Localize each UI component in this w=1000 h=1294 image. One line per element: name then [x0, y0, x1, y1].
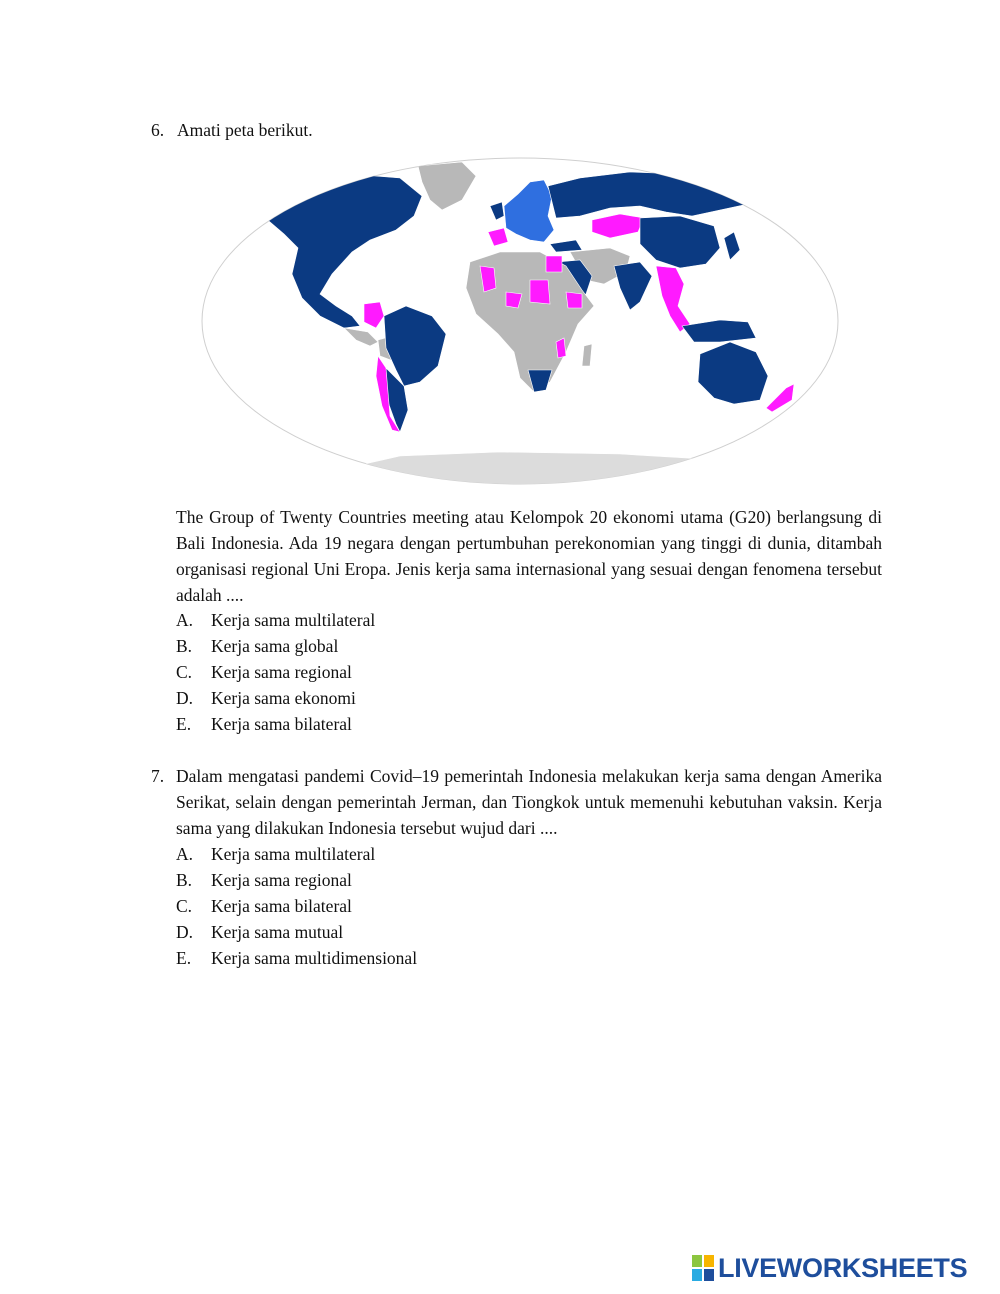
option-text: Kerja sama ekonomi: [211, 688, 356, 708]
option-text: Kerja sama regional: [211, 870, 352, 890]
option-letter: E.: [176, 948, 192, 968]
question-number: 7.: [151, 766, 165, 786]
option-letter: C.: [176, 662, 193, 682]
question-prompt: Amati peta berikut.: [177, 120, 313, 140]
option-letter: A.: [176, 844, 194, 864]
option-text: Kerja sama bilateral: [211, 896, 352, 916]
option-letter: D.: [176, 688, 194, 708]
brand-name: LIVEWORKSHEETS: [718, 1252, 968, 1283]
question-7-number-wrap: [0, 763, 200, 789]
option-letter: B.: [176, 870, 193, 890]
option-letter: A.: [176, 610, 194, 630]
invited-egypt: [546, 256, 562, 272]
question-7-paragraph: Dalam mengatasi pandemi Covid–19 pemerintah Indonesia melakukan kerja sama dengan Amerika Serikat, selain dengan pemerintah Jerman, dan Tiongkok untuk memenuhi kebutuhan vaksin. Kerja sama yang dilakukan Indonesia tersebut wujud dari ....: [176, 766, 882, 838]
world-map-g20: [200, 156, 840, 486]
liveworksheets-icon: [692, 1255, 714, 1281]
world-map-svg: [200, 156, 840, 486]
option-text: Kerja sama multilateral: [211, 844, 376, 864]
option-text: Kerja sama multilateral: [211, 610, 376, 630]
invited-sudan: [530, 280, 550, 304]
question-6-paragraph: The Group of Twenty Countries meeting atau Kelompok 20 ekonomi utama (G20) berlangsung di Bali Indonesia. Ada 19 negara dengan pertumbuhan perekonomian yang tinggi di dunia, ditambah organisasi regional Uni Eropa. Jenis kerja sama internasional yang sesuai dengan fenomena tersebut adalah ....: [176, 507, 882, 605]
invited-mozambique: [556, 338, 566, 358]
invited-ethiopia: [566, 292, 582, 308]
liveworksheets-logo: [692, 1252, 967, 1284]
option-text: Kerja sama bilateral: [211, 714, 352, 734]
option-letter: E.: [176, 714, 192, 734]
option-letter: C.: [176, 896, 193, 916]
question-number: 6.: [151, 120, 165, 140]
option-text: Kerja sama regional: [211, 662, 352, 682]
question-6-header: [0, 117, 1000, 143]
option-text: Kerja sama multidimensional: [211, 948, 418, 968]
option-letter: B.: [176, 636, 193, 656]
option-text: Kerja sama global: [211, 636, 339, 656]
option-letter: D.: [176, 922, 194, 942]
option-text: Kerja sama mutual: [211, 922, 344, 942]
